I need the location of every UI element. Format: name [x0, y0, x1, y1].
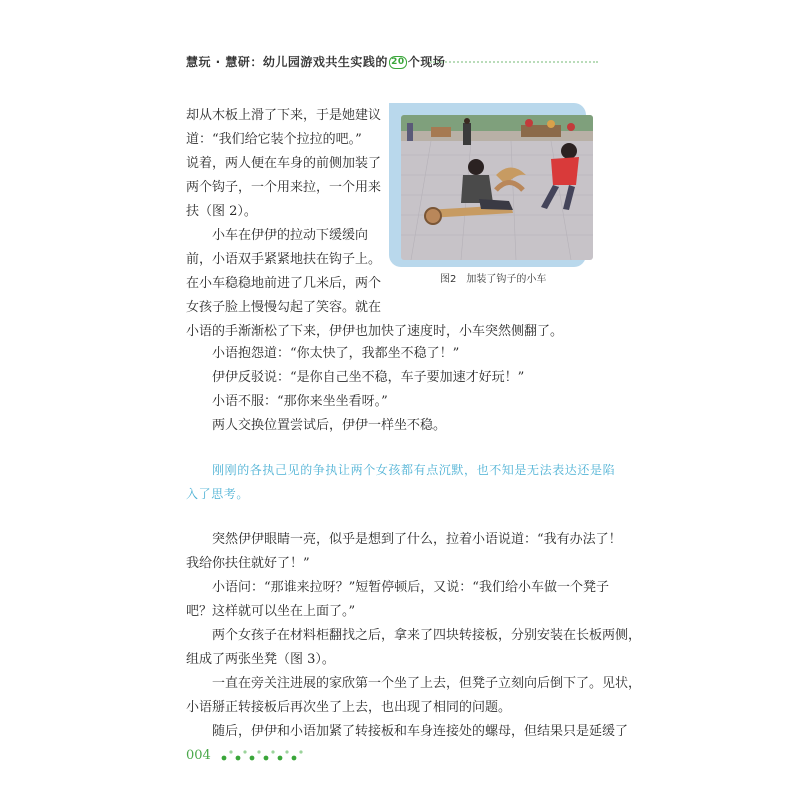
body-line: 两个钩子，一个用来拉，一个用来 [186, 180, 382, 195]
header-number-badge: 20 [389, 56, 407, 69]
page-number: 004 [186, 748, 211, 763]
body-line: 我给你扶住就好了！” [186, 556, 310, 571]
body-line: 突然伊伊眼睛一亮，似乎是想到了什么，拉着小语说道：“我有办法了！ [212, 532, 622, 547]
body-line: 女孩子脸上慢慢勾起了笑容。就在 [186, 300, 382, 315]
body-line: 在小车稳稳地前进了几米后，两个 [186, 276, 382, 291]
figure-photo [401, 115, 593, 260]
body-line: 两个女孩子在材料柜翻找之后，拿来了四块转接板，分别安装在长板两侧， [212, 628, 642, 643]
body-line: 扶（图 2）。 [186, 204, 257, 219]
body-line: 说着，两人便在车身的前侧加装了 [186, 156, 382, 171]
body-line: 随后，伊伊和小语加紧了转接板和车身连接处的螺母，但结果只是延缓了 [212, 724, 629, 739]
body-line: 小语不服：“那你来坐坐看呀。” [212, 394, 388, 409]
header-dotted-rule [430, 61, 598, 63]
figure-caption: 图2 加装了钩子的小车 [440, 274, 547, 285]
running-header [186, 53, 445, 70]
body-line: 小语的手渐渐松了下来，伊伊也加快了速度时，小车突然侧翻了。 [186, 324, 564, 339]
body-line: 小语问：“那谁来拉呀？”短暂停顿后，又说：“我们给小车做一个凳子 [212, 580, 609, 595]
body-line: 小车在伊伊的拉动下缓缓向 [212, 228, 369, 243]
body-line: 伊伊反驳说：“是你自己坐不稳，车子要加速才好玩！” [212, 370, 525, 385]
body-line: 前，小语双手紧紧地扶在钩子上。 [186, 252, 382, 267]
body-line: 小语抱怨道：“你太快了，我都坐不稳了！” [212, 346, 460, 361]
footer-dot-ornament [218, 746, 308, 764]
note-line: 入了思考。 [186, 487, 250, 501]
header-title-part2: 个现场 [407, 55, 446, 69]
body-line: 一直在旁关注进展的家欣第一个坐了上去，但凳子立刻向后倒下了。见状， [212, 676, 642, 691]
body-line: 两人交换位置尝试后，伊伊一样坐不稳。 [212, 418, 447, 433]
body-line: 道：“我们给它装个拉拉的吧。” [186, 132, 362, 147]
body-line: 小语掰正转接板后再次坐了上去，也出现了相同的问题。 [186, 700, 512, 715]
body-line: 却从木板上滑了下来，于是她建议 [186, 108, 382, 123]
body-line: 吧？这样就可以坐在上面了。” [186, 604, 356, 619]
body-line: 组成了两张坐凳（图 3）。 [186, 652, 335, 667]
header-title-part1: 慧玩 · 慧研：幼儿园游戏共生实践的 [186, 55, 388, 69]
note-line: 刚刚的各执己见的争执让两个女孩都有点沉默，也不知是无法表达还是陷 [212, 463, 616, 477]
